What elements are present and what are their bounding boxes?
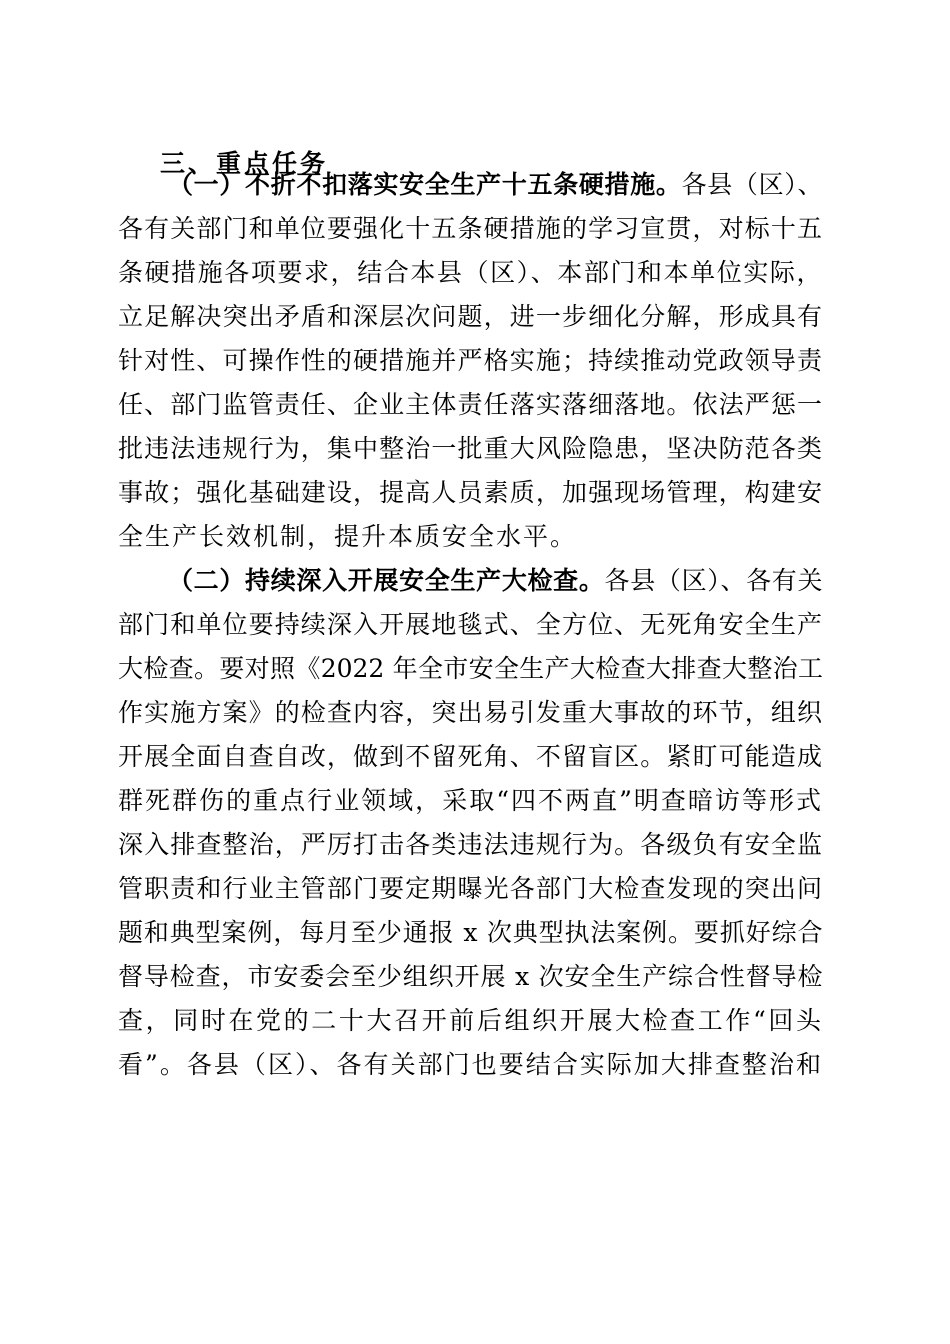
paragraph-line: 题和典型案例，每月至少通报 x 次典型执法案例。要抓好综合 [118, 918, 823, 947]
section-heading: 三、重点任务 [160, 149, 329, 178]
paragraph-line: 针对性、可操作性的硬措施并严格实施；持续推动党政领导责 [118, 346, 823, 375]
paragraph-line: 开展全面自查自改，做到不留死角、不留盲区。紧盯可能造成 [118, 742, 823, 771]
paragraph-line: 立足解决突出矛盾和深层次问题，进一步细化分解，形成具有 [118, 302, 823, 331]
paragraph-line: 事故；强化基础建设，提高人员素质，加强现场管理，构建安 [118, 478, 823, 507]
paragraph-line [168, 559, 823, 603]
subsection-title: （一）不折不扣落实安全生产十五条硬措施。 [168, 170, 682, 199]
subsection-title: （二）持续深入开展安全生产大检查。 [168, 566, 605, 595]
paragraph-line: 深入排查整治，严厉打击各类违法违规行为。各级负有安全监 [118, 830, 823, 859]
paragraph-line: 各有关部门和单位要强化十五条硬措施的学习宣贯，对标十五 [118, 214, 823, 243]
paragraph-line: 部门和单位要持续深入开展地毯式、全方位、无死角安全生产 [118, 610, 823, 639]
paragraph-text: 各县（区）、各有关 [604, 566, 823, 595]
paragraph-line: 群死群伤的重点行业领域，采取“四不两直”明查暗访等形式 [118, 786, 823, 815]
paragraph-line: 督导检查，市安委会至少组织开展 x 次安全生产综合性督导检 [118, 962, 823, 991]
paragraph-line: 看”。各县（区）、各有关部门也要结合实际加大排查整治和 [118, 1050, 823, 1079]
paragraph-line: 条硬措施各项要求，结合本县（区）、本部门和本单位实际， [118, 258, 823, 287]
paragraph-line: 管职责和行业主管部门要定期曝光各部门大检查发现的突出问 [118, 874, 823, 903]
paragraph-line: 查，同时在党的二十大召开前后组织开展大检查工作“回头 [118, 1006, 823, 1035]
paragraph-line: 大检查。要对照《2022 年全市安全生产大检查大排查大整治工 [118, 654, 823, 683]
paragraph-line: 全生产长效机制，提升本质安全水平。 [118, 522, 578, 551]
paragraph-line: 批违法违规行为，集中整治一批重大风险隐患，坚决防范各类 [118, 434, 823, 463]
paragraph-line [168, 163, 823, 207]
paragraph-line: 任、部门监管责任、企业主体责任落实落细落地。依法严惩一 [118, 390, 823, 419]
paragraph-text: 各县（区）、 [681, 170, 823, 199]
paragraph-line: 作实施方案》的检查内容，突出易引发重大事故的环节，组织 [118, 698, 823, 727]
